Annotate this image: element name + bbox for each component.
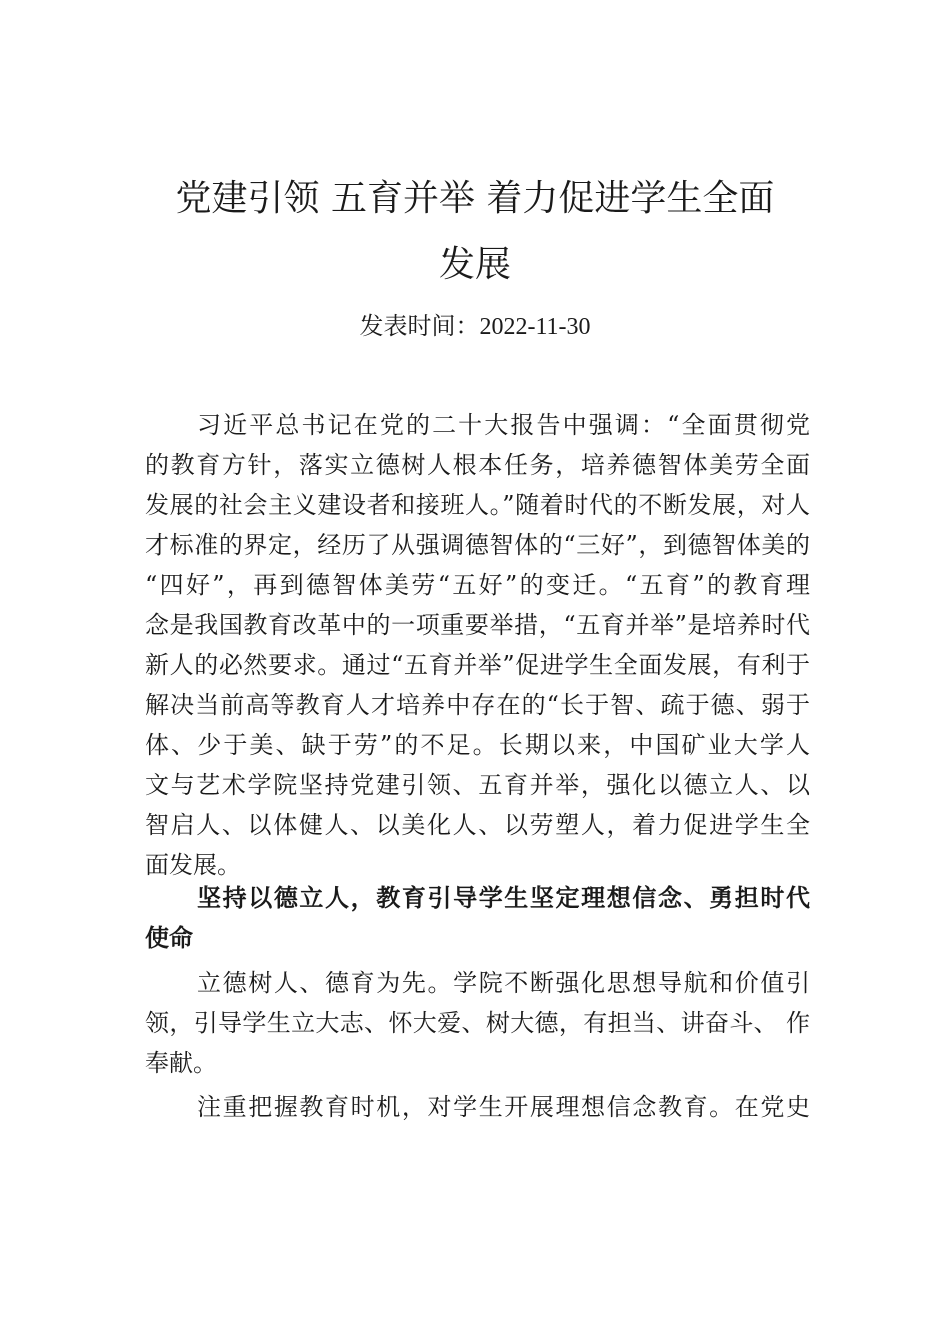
heading-line: 坚持以德立人，教育引导学生坚定理想信念、勇担时代 (197, 884, 810, 912)
paragraph-line: 习近平总书记在党的二十大报告中强调：“全面贯彻党 (197, 411, 810, 439)
paragraph-line: 奉献。 (145, 1049, 217, 1077)
section-paragraph (145, 963, 810, 1083)
paragraph-line: 解决当前高等教育人才培养中存在的“长于智、疏于德、弱于 (145, 691, 810, 719)
paragraph-line: 念是我国教育改革中的一项重要举措，“五育并举”是培养时代 (145, 611, 810, 639)
paragraph-line: 立德树人、德育为先。学院不断强化思想导航和价值引 (197, 969, 810, 997)
document-title-line-2: 发展 (438, 244, 511, 285)
paragraph-line: 面发展。 (145, 851, 241, 879)
section-heading (145, 878, 810, 958)
heading-line: 使命 (145, 924, 193, 952)
paragraph-line: 领，引导学生立大志、怀大爱、树大德，有担当、讲奋斗、 作 (145, 1009, 810, 1037)
paragraph-line: 发展的社会主义建设者和接班人。”随着时代的不断发展，对人 (145, 491, 810, 519)
paragraph-line: 注重把握教育时机，对学生开展理想信念教育。在党史 (197, 1093, 810, 1121)
publish-date-label: 发表时间： (359, 312, 480, 340)
paragraph-line: 体、少于美、缺于劳”的不足。长期以来，中国矿业大学人 (145, 731, 810, 759)
section-paragraph (145, 1087, 810, 1127)
paragraph-line: 文与艺术学院坚持党建引领、五育并举，强化以德立人、以 (145, 771, 810, 799)
paragraph-line: 才标准的界定，经历了从强调德智体的“三好”，到德智体美的 (145, 531, 810, 559)
paragraph-line: 新人的必然要求。通过“五育并举”促进学生全面发展，有利于 (145, 651, 810, 679)
intro-paragraph (145, 405, 810, 885)
publish-date-value: 2022-11-30 (479, 314, 591, 340)
paragraph-line: “四好”，再到德智体美劳“五好”的变迁。“五育”的教育理 (145, 571, 810, 599)
paragraph-line: 的教育方针，落实立德树人根本任务，培养德智体美劳全面 (145, 451, 810, 479)
document-title-line-1: 党建引领 五育并举 着力促进学生全面 (175, 178, 775, 219)
paragraph-line: 智启人、以体健人、以美化人、以劳塑人，着力促进学生全 (145, 811, 810, 839)
publish-date (100, 311, 850, 342)
